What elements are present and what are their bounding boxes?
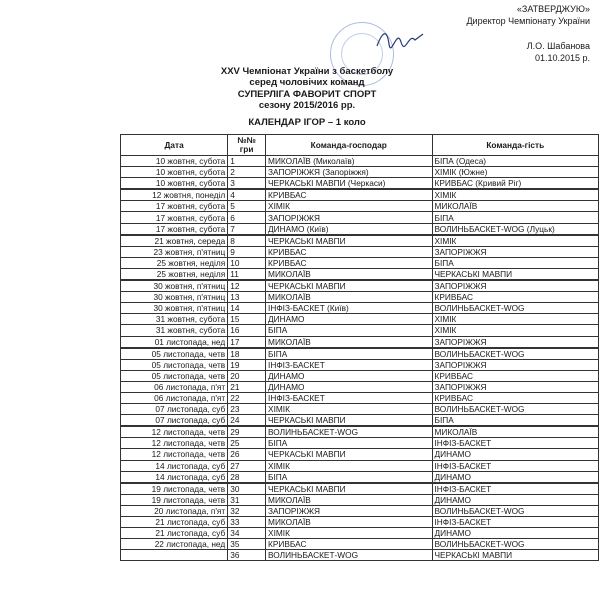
cell-guest: ЗАПОРІЖЖЯ — [432, 246, 599, 257]
cell-date: 07 листопада, суб — [121, 404, 228, 415]
cell-number: 22 — [228, 392, 266, 403]
cell-home: КРИВБАС — [266, 257, 432, 268]
cell-number: 26 — [228, 449, 266, 460]
cell-number: 3 — [228, 178, 266, 190]
cell-guest: ІНФІЗ-БАСКЕТ — [432, 483, 599, 495]
cell-date: 30 жовтня, п'ятниц — [121, 292, 228, 303]
title-season: сезону 2015/2016 рр. — [258, 99, 356, 111]
cell-date: 17 жовтня, субота — [121, 223, 228, 235]
table-row — [121, 246, 599, 257]
table-row — [121, 449, 599, 460]
cell-home: ЧЕРКАСЬКІ МАВПИ — [266, 483, 432, 495]
table-row — [121, 201, 599, 212]
table-row — [121, 392, 599, 403]
cell-number: 5 — [228, 201, 266, 212]
cell-home: ЧЕРКАСЬКІ МАВПИ — [266, 235, 432, 247]
cell-date: 21 листопада, суб — [121, 528, 228, 539]
cell-number: 34 — [228, 528, 266, 539]
table-row — [121, 404, 599, 415]
cell-guest: КРИВБАС — [432, 292, 599, 303]
cell-number: 30 — [228, 483, 266, 495]
cell-home: ІНФІЗ-БАСКЕТ — [266, 392, 432, 403]
cell-date: 21 листопада, суб — [121, 517, 228, 528]
cell-home: МИКОЛАЇВ — [266, 494, 432, 505]
table-row — [121, 438, 599, 449]
cell-date: 17 жовтня, субота — [121, 201, 228, 212]
cell-number: 29 — [228, 426, 266, 438]
document-titles — [0, 66, 614, 128]
cell-number: 15 — [228, 314, 266, 325]
cell-number: 13 — [228, 292, 266, 303]
table-row — [121, 517, 599, 528]
table-row — [121, 212, 599, 223]
cell-guest: ХІМІК — [432, 235, 599, 247]
approval-block — [466, 4, 590, 64]
cell-date: 17 жовтня, субота — [121, 212, 228, 223]
cell-guest: ХІМІК — [432, 189, 599, 201]
header-guest: Команда-гість — [432, 135, 599, 156]
cell-number: 31 — [228, 494, 266, 505]
cell-home: ДИНАМО (Київ) — [266, 223, 432, 235]
table-row — [121, 426, 599, 438]
cell-home: ХІМІК — [266, 460, 432, 471]
approval-position: Директор Чемпіонату України — [466, 15, 590, 26]
table-row — [121, 336, 599, 348]
cell-number: 33 — [228, 517, 266, 528]
cell-date: 14 листопада, суб — [121, 471, 228, 483]
cell-home: МИКОЛАЇВ — [266, 292, 432, 303]
cell-number: 36 — [228, 550, 266, 561]
cell-home: ЗАПОРІЖЖЯ (Запоріжжя) — [266, 167, 432, 178]
cell-guest: МИКОЛАЇВ — [432, 201, 599, 212]
cell-guest: БІПА (Одеса) — [432, 156, 599, 167]
table-row — [121, 156, 599, 167]
cell-number: 7 — [228, 223, 266, 235]
cell-home: МИКОЛАЇВ — [266, 517, 432, 528]
cell-guest: ДИНАМО — [432, 528, 599, 539]
table-row — [121, 370, 599, 381]
cell-number: 12 — [228, 280, 266, 292]
cell-guest: ВОЛИНЬБАСКЕТ-WOG — [432, 404, 599, 415]
cell-guest: ВОЛИНЬБАСКЕТ-WOG (Луцьк) — [432, 223, 599, 235]
cell-home: ВОЛИНЬБАСКЕТ-WOG — [266, 426, 432, 438]
cell-number: 19 — [228, 359, 266, 370]
cell-home: ХІМІК — [266, 404, 432, 415]
cell-number: 9 — [228, 246, 266, 257]
table-row — [121, 325, 599, 336]
cell-number: 24 — [228, 415, 266, 427]
cell-number: 14 — [228, 303, 266, 314]
table-row — [121, 415, 599, 427]
cell-guest: ДИНАМО — [432, 449, 599, 460]
cell-number: 8 — [228, 235, 266, 247]
table-row — [121, 280, 599, 292]
cell-guest: ЗАПОРІЖЖЯ — [432, 359, 599, 370]
title-calendar: КАЛЕНДАР ІГОР – 1 коло — [248, 117, 366, 129]
table-row — [121, 505, 599, 516]
cell-home: ІНФІЗ-БАСКЕТ — [266, 359, 432, 370]
cell-home: ЧЕРКАСЬКІ МАВПИ — [266, 280, 432, 292]
cell-number: 35 — [228, 539, 266, 550]
table-row — [121, 494, 599, 505]
cell-number: 10 — [228, 257, 266, 268]
cell-number: 2 — [228, 167, 266, 178]
cell-home: ХІМІК — [266, 528, 432, 539]
table-row — [121, 359, 599, 370]
cell-guest: ХІМІК (Южне) — [432, 167, 599, 178]
cell-number: 16 — [228, 325, 266, 336]
cell-guest: ЗАПОРІЖЖЯ — [432, 336, 599, 348]
table-row — [121, 167, 599, 178]
cell-guest: БІПА — [432, 415, 599, 427]
header-home: Команда-господар — [266, 135, 432, 156]
table-row — [121, 460, 599, 471]
cell-date: 21 жовтня, середа — [121, 235, 228, 247]
cell-home: КРИВБАС — [266, 539, 432, 550]
table-row — [121, 528, 599, 539]
cell-date: 12 листопада, четв — [121, 449, 228, 460]
cell-home: МИКОЛАЇВ — [266, 268, 432, 280]
table-row — [121, 292, 599, 303]
cell-date: 19 листопада, четв — [121, 483, 228, 495]
cell-number: 20 — [228, 370, 266, 381]
cell-date: 06 листопада, п'ят — [121, 392, 228, 403]
cell-guest: ВОЛИНЬБАСКЕТ-WOG — [432, 505, 599, 516]
cell-guest: ВОЛИНЬБАСКЕТ-WOG — [432, 539, 599, 550]
cell-date: 31 жовтня, субота — [121, 314, 228, 325]
cell-home: БІПА — [266, 348, 432, 360]
cell-home: ДИНАМО — [266, 381, 432, 392]
cell-home: ДИНАМО — [266, 314, 432, 325]
header-number: №№ гри — [228, 135, 266, 156]
cell-guest: ВОЛИНЬБАСКЕТ-WOG — [432, 303, 599, 314]
cell-guest: ЗАПОРІЖЖЯ — [432, 381, 599, 392]
cell-date: 10 жовтня, субота — [121, 156, 228, 167]
cell-home: МИКОЛАЇВ (Миколаїв) — [266, 156, 432, 167]
cell-date: 12 жовтня, понеділ — [121, 189, 228, 201]
table-row — [121, 268, 599, 280]
approval-heading: «ЗАТВЕРДЖУЮ» — [516, 4, 590, 14]
cell-guest: ІНФІЗ-БАСКЕТ — [432, 517, 599, 528]
table-header-row — [121, 135, 599, 156]
cell-date: 10 жовтня, субота — [121, 178, 228, 190]
title-championship: XXV Чемпіонат України з баскетболу — [220, 66, 394, 77]
cell-home: БІПА — [266, 471, 432, 483]
cell-home: ІНФІЗ-БАСКЕТ (Київ) — [266, 303, 432, 314]
table-row — [121, 381, 599, 392]
table-row — [121, 550, 599, 561]
cell-guest: КРИВБАС — [432, 392, 599, 403]
cell-guest: ЧЕРКАСЬКІ МАВПИ — [432, 268, 599, 280]
cell-home: МИКОЛАЇВ — [266, 336, 432, 348]
cell-home: ХІМІК — [266, 201, 432, 212]
title-league: СУПЕРЛІГА ФАВОРИТ СПОРТ — [237, 88, 377, 100]
cell-guest: ДИНАМО — [432, 471, 599, 483]
table-row — [121, 471, 599, 483]
cell-date: 30 жовтня, п'ятниц — [121, 303, 228, 314]
cell-guest: ЧЕРКАСЬКІ МАВПИ — [432, 550, 599, 561]
cell-date: 06 листопада, п'ят — [121, 381, 228, 392]
cell-number: 21 — [228, 381, 266, 392]
cell-number: 1 — [228, 156, 266, 167]
cell-date: 12 листопада, четв — [121, 438, 228, 449]
cell-number: 27 — [228, 460, 266, 471]
cell-number: 32 — [228, 505, 266, 516]
signature — [375, 24, 425, 54]
cell-home: ЧЕРКАСЬКІ МАВПИ — [266, 415, 432, 427]
table-row — [121, 539, 599, 550]
cell-guest: КРИВБАС — [432, 370, 599, 381]
cell-date: 07 листопада, суб — [121, 415, 228, 427]
cell-number: 23 — [228, 404, 266, 415]
cell-number: 18 — [228, 348, 266, 360]
cell-date: 14 листопада, суб — [121, 460, 228, 471]
cell-date: 20 листопада, п'ят — [121, 505, 228, 516]
cell-number: 4 — [228, 189, 266, 201]
cell-date: 05 листопада, четв — [121, 370, 228, 381]
cell-guest: ІНФІЗ-БАСКЕТ — [432, 460, 599, 471]
cell-date: 19 листопада, четв — [121, 494, 228, 505]
cell-guest: КРИВБАС (Кривий Ріг) — [432, 178, 599, 190]
cell-date: 05 листопада, четв — [121, 359, 228, 370]
cell-guest: ВОЛИНЬБАСКЕТ-WOG — [432, 348, 599, 360]
table-row — [121, 303, 599, 314]
table-row — [121, 189, 599, 201]
approval-date: 01.10.2015 р. — [534, 52, 590, 63]
title-category: серед чоловічих команд — [249, 77, 365, 89]
cell-number: 28 — [228, 471, 266, 483]
table-row — [121, 235, 599, 247]
cell-date — [121, 550, 228, 561]
cell-date: 01 листопада, нед — [121, 336, 228, 348]
cell-date: 05 листопада, четв — [121, 348, 228, 360]
header-date: Дата — [121, 135, 228, 156]
table-row — [121, 257, 599, 268]
cell-date: 31 жовтня, субота — [121, 325, 228, 336]
table-row — [121, 223, 599, 235]
cell-number: 11 — [228, 268, 266, 280]
table-row — [121, 348, 599, 360]
cell-guest: БІПА — [432, 212, 599, 223]
cell-date: 25 жовтня, неділя — [121, 257, 228, 268]
cell-date: 25 жовтня, неділя — [121, 268, 228, 280]
cell-number: 17 — [228, 336, 266, 348]
cell-home: КРИВБАС — [266, 189, 432, 201]
cell-guest: ХІМІК — [432, 314, 599, 325]
cell-home: ДИНАМО — [266, 370, 432, 381]
cell-guest: МИКОЛАЇВ — [432, 426, 599, 438]
cell-home: КРИВБАС — [266, 246, 432, 257]
approval-name: Л.О. Шабанова — [526, 41, 590, 51]
cell-home: ЗАПОРІЖЖЯ — [266, 212, 432, 223]
table-row — [121, 483, 599, 495]
cell-date: 30 жовтня, п'ятниц — [121, 280, 228, 292]
cell-date: 23 жовтня, п'ятниц — [121, 246, 228, 257]
cell-guest: ДИНАМО — [432, 494, 599, 505]
cell-number: 25 — [228, 438, 266, 449]
cell-home: ЧЕРКАСЬКІ МАВПИ (Черкаси) — [266, 178, 432, 190]
cell-home: ЧЕРКАСЬКІ МАВПИ — [266, 449, 432, 460]
cell-date: 12 листопада, четв — [121, 426, 228, 438]
cell-guest: ЗАПОРІЖЖЯ — [432, 280, 599, 292]
cell-date: 22 листопада, нед — [121, 539, 228, 550]
cell-home: ЗАПОРІЖЖЯ — [266, 505, 432, 516]
table-row — [121, 314, 599, 325]
cell-guest: ІНФІЗ-БАСКЕТ — [432, 438, 599, 449]
schedule-table — [120, 134, 599, 561]
cell-number: 6 — [228, 212, 266, 223]
cell-guest: ХІМІК — [432, 325, 599, 336]
cell-home: ВОЛИНЬБАСКЕТ-WOG — [266, 550, 432, 561]
table-row — [121, 178, 599, 190]
cell-home: БІПА — [266, 325, 432, 336]
cell-guest: БІПА — [432, 257, 599, 268]
cell-date: 10 жовтня, субота — [121, 167, 228, 178]
cell-home: БІПА — [266, 438, 432, 449]
